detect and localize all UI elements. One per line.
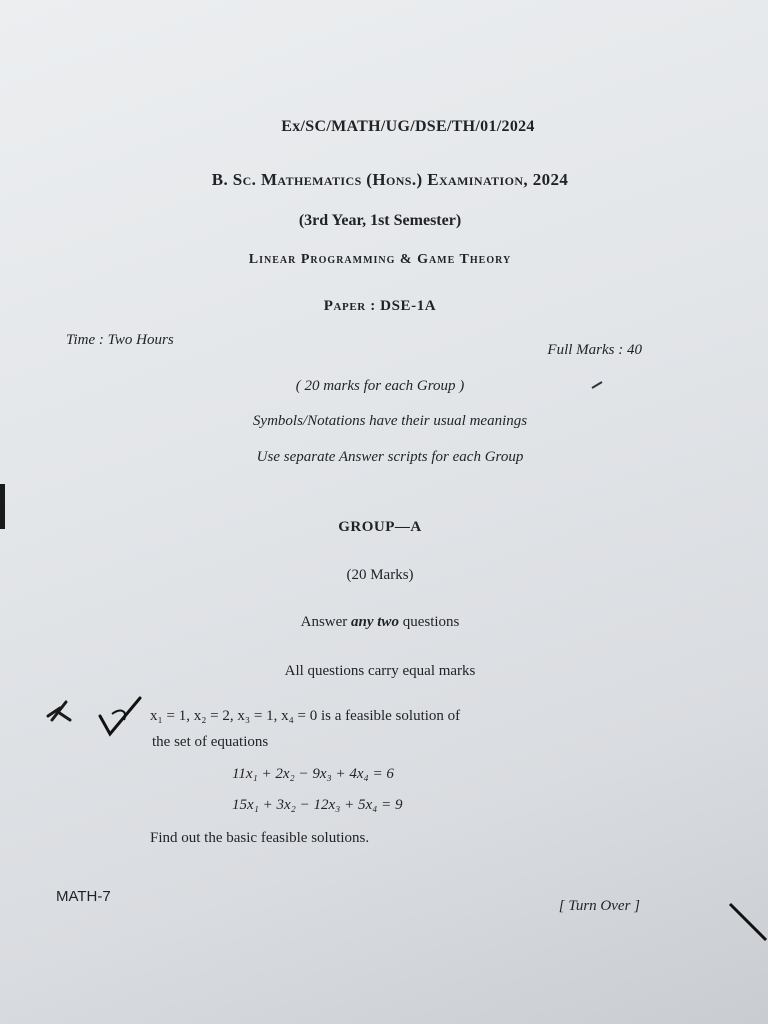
scripts-note: Use separate Answer scripts for each Group — [256, 449, 524, 465]
instruction-pre: Answer — [300, 614, 348, 630]
instruction-emphasis: any two — [351, 614, 399, 630]
paper-id: Paper : DSE-1A — [323, 298, 437, 314]
handwritten-tick-mark — [40, 694, 150, 744]
page-code: MATH-7 — [56, 888, 111, 905]
exam-title: B. Sc. Mathematics (Hons.) Examination, 2024 — [211, 170, 569, 189]
equation-2: 15x₁ + 3x₂ − 12x₃ + 5x₄ = 9 — [232, 797, 403, 813]
ink-smudge — [590, 380, 604, 390]
turn-over: [ Turn Over ] — [558, 898, 640, 914]
symbols-note: Symbols/Notations have their usual meanings — [252, 413, 528, 429]
answer-instruction — [60, 614, 700, 631]
equal-marks-note: All questions carry equal marks — [284, 663, 476, 679]
full-marks: Full Marks : 40 — [547, 342, 642, 358]
paper-code: Ex/SC/MATH/UG/DSE/TH/01/2024 — [281, 118, 535, 135]
question-1-line2: the set of equations — [152, 734, 269, 750]
time-allowed: Time : Two Hours — [66, 332, 174, 348]
subject-title: Linear Programming & Game Theory — [248, 252, 512, 267]
year-semester: (3rd Year, 1st Semester) — [298, 212, 462, 229]
marks-note: ( 20 marks for each Group ) — [295, 378, 465, 394]
group-marks: (20 Marks) — [346, 567, 414, 583]
corner-pen-mark — [728, 900, 768, 960]
question-1-line1: x₁ = 1, x₂ = 2, x₃ = 1, x₄ = 0 is a feasible solution of — [150, 708, 461, 724]
instruction-post: questions — [402, 614, 460, 630]
equation-1: 11x₁ + 2x₂ − 9x₃ + 4x₄ = 6 — [232, 766, 394, 782]
left-edge-mark — [0, 484, 5, 529]
question-1-task: Find out the basic feasible solutions. — [150, 830, 370, 846]
group-heading: GROUP—A — [338, 519, 422, 535]
